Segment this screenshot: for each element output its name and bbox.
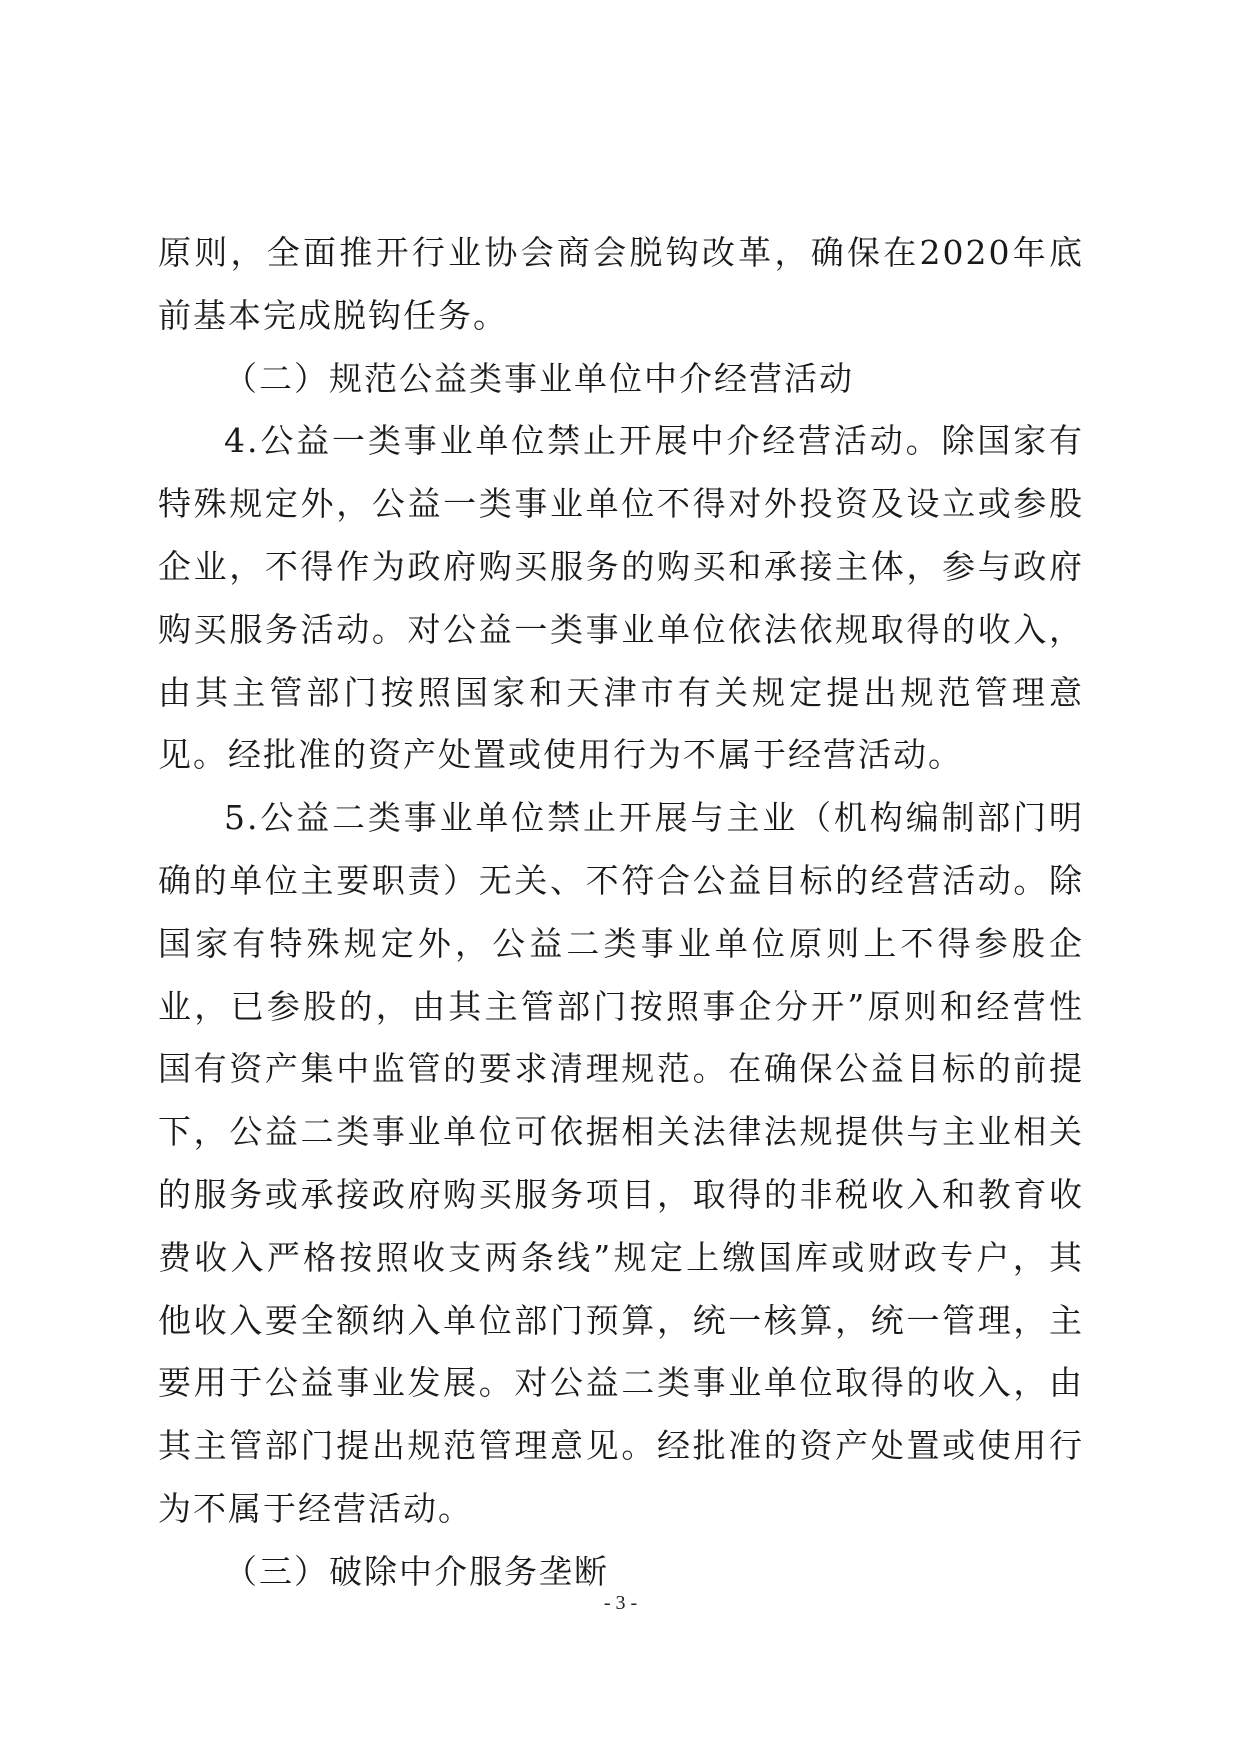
document-body [158, 222, 1084, 1604]
paragraph-item-4: 4.公益一类事业单位禁止开展中介经营活动。除国家有特殊规定外，公益一类事业单位不得对外投资及设立或参股企业，不得作为政府购买服务的购买和承接主体，参与政府购买服务活动。对公益一类事业单位依法依规取得的收入，由其主管部门按照国家和天津市有关规定提出规范管理意见。经批准的资产处置或使用行为不属于经营活动。 [158, 421, 1084, 775]
section-heading-2: （二）规范公益类事业单位中介经营活动 [224, 358, 854, 398]
page-number: - 3 - [603, 1592, 638, 1614]
paragraph-continued: 原则，全面推开行业协会商会脱钩改革，确保在2020年底前基本完成脱钩任务。 [158, 233, 1084, 335]
paragraph-item-5: 5.公益二类事业单位禁止开展与主业（机构编制部门明确的单位主要职责）无关、不符合公益目标的经营活动。除国家有特殊规定外，公益二类事业单位原则上不得参股企业，已参股的，由其主管部门按照事企分开”原则和经营性国有资产集中监管的要求清理规范。在确保公益目标的前提下，公益二类事业单位可依据相关法律法规提供与主业相关的服务或承接政府购买服务项目，取得的非税收入和教育收费收入严格按照收支两条线”规定上缴国库或财政专户，其他收入要全额纳入单位部门预算，统一核算，统一管理，主要用于公益事业发展。对公益二类事业单位取得的收入，由其主管部门提出规范管理意见。经批准的资产处置或使用行为不属于经营活动。 [158, 798, 1084, 1528]
section-heading-3: （三）破除中介服务垄断 [224, 1551, 609, 1591]
